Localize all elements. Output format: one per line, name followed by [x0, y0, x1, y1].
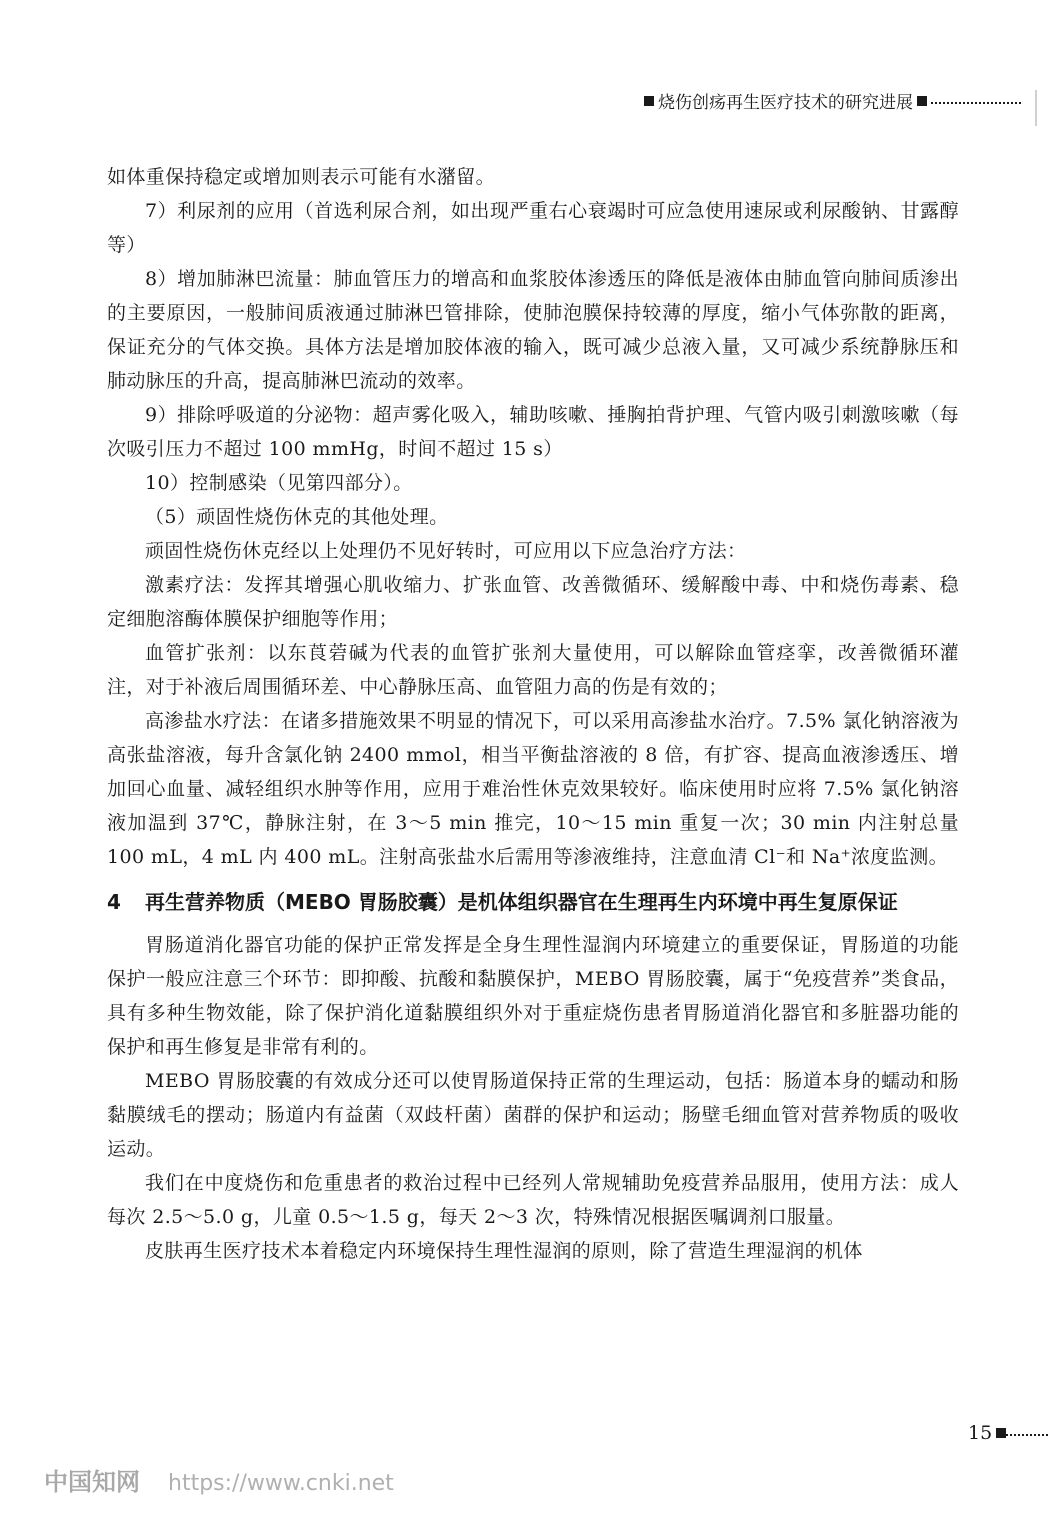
paragraph: 顽固性烧伤休克经以上处理仍不见好转时，可应用以下应急治疗方法： [145, 540, 747, 562]
watermark-url: https://www.cnki.net [168, 1471, 394, 1496]
paragraph: （5）顽固性烧伤休克的其他处理。 [145, 506, 449, 528]
paragraph-group-bottom [107, 928, 959, 1268]
paragraph: 激素疗法：发挥其增强心肌收缩力、扩张血管、改善微循环、缓解酸中毒、中和烧伤毒素、稳定细胞溶酶体膜保护细胞等作用； [107, 574, 959, 630]
watermark [44, 1462, 394, 1497]
square-bullet-icon [996, 1428, 1006, 1438]
paragraph: 10）控制感染（见第四部分）。 [145, 472, 413, 494]
square-bullet-icon [917, 96, 927, 106]
section-number: 4 [107, 890, 121, 914]
paragraph: 如体重保持稳定或增加则表示可能有水潴留。 [107, 166, 496, 188]
paragraph-group-top [107, 160, 959, 874]
paragraph: 8）增加肺淋巴流量：肺血管压力的增高和血浆胶体渗透压的降低是液体由肺血管向肺间质渗出的主要原因，一般肺间质液通过肺淋巴管排除，使肺泡膜保持较薄的厚度，缩小气体弥散的距离，保证充分的气体交换。具体方法是增加胶体液的输入，既可减少总液入量，又可减少系统静脉压和肺动脉压的升高，提高肺淋巴流动的效率。 [107, 268, 959, 392]
paragraph: MEBO 胃肠胶囊的有效成分还可以使胃肠道保持正常的生理运动，包括：肠道本身的蠕动和肠黏膜绒毛的摆动；肠道内有益菌（双歧杆菌）菌群的保护和运动；肠壁毛细血管对营养物质的吸收运动。 [107, 1070, 959, 1160]
page-number: 15 [968, 1422, 993, 1444]
paragraph: 胃肠道消化器官功能的保护正常发挥是全身生理性湿润内环境建立的重要保证，胃肠道的功能保护一般应注意三个环节：即抑酸、抗酸和黏膜保护，MEBO 胃肠胶囊，属于“免疫营养”类食品，具有多种生物效能，除了保护消化道黏膜组织外对于重症烧伤患者胃肠道消化器官和多脏器功能的保护和再生修复是非常有利的。 [107, 934, 959, 1058]
paragraph: 皮肤再生医疗技术本着稳定内环境保持生理性湿润的原则，除了营造生理湿润的机体 [145, 1240, 863, 1262]
section-title: 再生营养物质（MEBO 胃肠胶囊）是机体组织器官在生理再生内环境中再生复原保证 [145, 890, 898, 914]
running-header [640, 88, 1040, 118]
paragraph: 7）利尿剂的应用（首选利尿合剂，如出现严重右心衰竭时可应急使用速尿或利尿酸钠、甘露醇等） [107, 200, 959, 256]
page-footer [968, 1422, 1048, 1444]
dotted-leader [1006, 1434, 1048, 1436]
dotted-leader [931, 102, 1021, 104]
square-bullet-icon [644, 96, 654, 106]
paragraph: 高渗盐水疗法：在诸多措施效果不明显的情况下，可以采用高渗盐水治疗。7.5% 氯化钠溶液为高张盐溶液，每升含氯化钠 2400 mmol，相当平衡盐溶液的 8 倍，有扩容、提高血液渗透压、增加回心血量、减轻组织水肿等作用，应用于难治性休克效果较好。临床使用时应将 7.5% 氯化钠溶液加温到 37℃，静脉注射，在 3～5 min 推完，10～15 min 重复一次；30 min 内注射总量 100 mL，4 mL 内 400 mL。注射高张盐水后需用等渗液维持，注意血清 Cl⁻和 Na⁺浓度监测。 [107, 710, 959, 868]
paragraph: 9）排除呼吸道的分泌物：超声雾化吸入，辅助咳嗽、捶胸拍背护理、气管内吸引刺激咳嗽（每次吸引压力不超过 100 mmHg，时间不超过 15 s） [107, 404, 959, 460]
cnki-logo: 中国知网 [44, 1468, 140, 1496]
paragraph: 血管扩张剂：以东莨菪碱为代表的血管扩张剂大量使用，可以解除血管痉挛，改善微循环灌注，对于补液后周围循环差、中心静脉压高、血管阻力高的伤是有效的； [107, 642, 959, 698]
page-body [107, 160, 959, 1268]
paragraph: 我们在中度烧伤和危重患者的救治过程中已经列人常规辅助免疫营养品服用，使用方法：成人每次 2.5～5.0 g，儿童 0.5～1.5 g，每天 2～3 次，特殊情况根据医嘱调剂口服量。 [107, 1172, 959, 1228]
section-heading [107, 884, 959, 920]
running-title: 烧伤创疡再生医疗技术的研究进展 [658, 93, 913, 113]
header-divider [1035, 90, 1037, 126]
